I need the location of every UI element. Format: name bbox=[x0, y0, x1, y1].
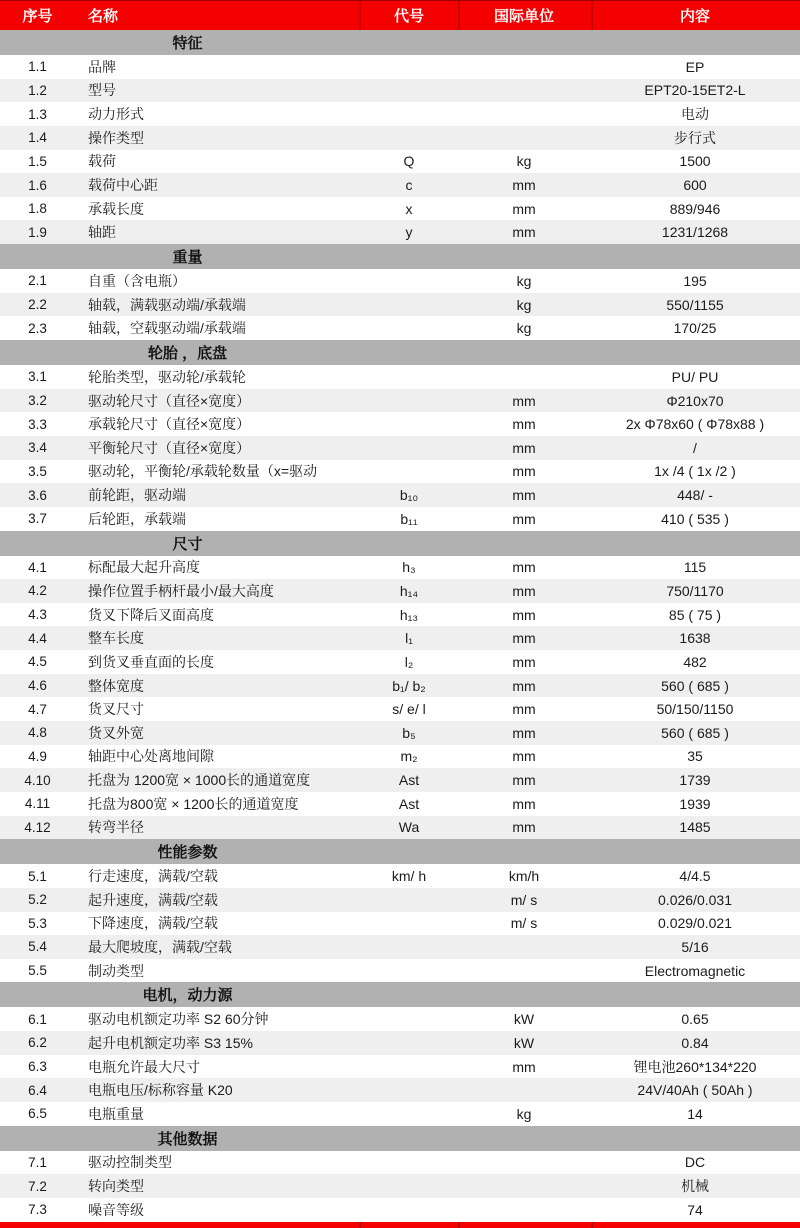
cell-index: 5.3 bbox=[28, 915, 47, 931]
spec-row bbox=[0, 220, 800, 244]
cell-value: 85 ( 75 ) bbox=[668, 606, 722, 623]
section-title: 重量 bbox=[172, 249, 203, 267]
cell-index: 3.1 bbox=[28, 369, 47, 385]
spec-row bbox=[0, 483, 800, 507]
cell-value: 0.65 bbox=[681, 1011, 709, 1028]
cell-code: km/ h bbox=[391, 868, 427, 885]
cell-value: 0.029/0.021 bbox=[658, 915, 732, 932]
footer-column-divider bbox=[359, 1222, 361, 1228]
cell-name: 电瓶电压/标称容量 K20 bbox=[88, 1082, 233, 1099]
cell-name: 承载轮尺寸（直径×宽度） bbox=[88, 416, 251, 433]
cell-code: Q bbox=[403, 153, 415, 170]
cell-value: 0.84 bbox=[681, 1034, 709, 1051]
cell-name: 标配最大起升高度 bbox=[88, 559, 200, 576]
cell-value: Φ210x70 bbox=[666, 392, 724, 409]
spec-row bbox=[0, 697, 800, 721]
cell-name: 驱动控制类型 bbox=[88, 1154, 172, 1171]
cell-value: 889/946 bbox=[669, 200, 721, 217]
spec-row bbox=[0, 293, 800, 317]
footer-column-divider bbox=[458, 1222, 460, 1228]
spec-row bbox=[0, 674, 800, 698]
cell-value: 步行式 bbox=[674, 129, 716, 146]
spec-row bbox=[0, 1102, 800, 1126]
cell-index: 1.6 bbox=[28, 177, 47, 193]
cell-unit: mm bbox=[512, 177, 536, 194]
cell-value: 448/ - bbox=[677, 487, 713, 504]
section-title: 轮胎 ，底盘 bbox=[147, 345, 228, 363]
cell-unit: mm bbox=[512, 559, 536, 576]
spec-row bbox=[0, 888, 800, 912]
spec-row bbox=[0, 959, 800, 983]
cell-unit: kW bbox=[513, 1034, 535, 1051]
cell-index: 1.5 bbox=[28, 153, 47, 169]
cell-unit: mm bbox=[512, 701, 536, 718]
cell-code: Ast bbox=[398, 772, 420, 789]
cell-name: 噪音等级 bbox=[88, 1201, 144, 1218]
cell-unit: kg bbox=[516, 153, 532, 170]
header-column-divider bbox=[591, 1, 593, 30]
spec-row bbox=[0, 460, 800, 484]
section-title: 性能参数 bbox=[157, 844, 218, 862]
cell-value: PU/ PU bbox=[671, 368, 719, 385]
spec-row bbox=[0, 1078, 800, 1102]
cell-name: 后轮距，承载端 bbox=[88, 510, 186, 527]
cell-unit: kg bbox=[516, 320, 532, 337]
section-title: 电机，动力源 bbox=[142, 987, 233, 1005]
cell-name: 起升电机额定功率 S3 15% bbox=[88, 1034, 253, 1051]
cell-unit: mm bbox=[512, 224, 536, 241]
cell-name: 动力形式 bbox=[88, 106, 144, 123]
cell-name: 到货叉垂直面的长度 bbox=[88, 653, 214, 670]
cell-unit: m/ s bbox=[510, 915, 538, 932]
spec-row bbox=[0, 650, 800, 674]
cell-value: 电动 bbox=[681, 106, 709, 123]
cell-index: 3.2 bbox=[28, 393, 47, 408]
spec-row bbox=[0, 1151, 800, 1175]
cell-name: 操作位置手柄杆最小/最大高度 bbox=[88, 582, 274, 599]
cell-unit: mm bbox=[512, 795, 536, 812]
cell-unit: mm bbox=[512, 1058, 536, 1075]
cell-index: 3.4 bbox=[28, 440, 47, 456]
cell-unit: mm bbox=[512, 487, 536, 504]
cell-unit: mm bbox=[512, 653, 536, 670]
spec-row bbox=[0, 1007, 800, 1031]
header-column-divider bbox=[458, 1, 460, 30]
cell-name: 轴载，满载驱动端/承载端 bbox=[88, 296, 246, 313]
cell-value: 24V/40Ah ( 50Ah ) bbox=[637, 1082, 753, 1099]
cell-value: 1739 bbox=[679, 772, 711, 789]
cell-value: / bbox=[693, 439, 697, 456]
spec-row bbox=[0, 55, 800, 79]
cell-value: 4/4.5 bbox=[679, 868, 711, 885]
cell-value: 机械 bbox=[681, 1178, 709, 1195]
cell-index: 5.4 bbox=[28, 939, 47, 955]
cell-value: EP bbox=[685, 58, 705, 75]
cell-index: 1.8 bbox=[28, 201, 47, 217]
cell-unit: mm bbox=[512, 772, 536, 789]
cell-unit: mm bbox=[512, 416, 536, 433]
spec-row bbox=[0, 507, 800, 531]
cell-name: 货叉下降后叉面高度 bbox=[88, 606, 214, 623]
cell-name: 货叉外宽 bbox=[88, 724, 144, 741]
cell-name: 下降速度，满载/空载 bbox=[88, 915, 218, 932]
cell-name: 起升速度，满载/空载 bbox=[88, 891, 218, 908]
cell-code: Ast bbox=[398, 795, 420, 812]
section-title: 特征 bbox=[172, 35, 203, 52]
cell-value: DC bbox=[684, 1154, 706, 1171]
cell-unit: mm bbox=[512, 582, 536, 599]
cell-name: 驱动轮尺寸（直径×宽度） bbox=[88, 392, 251, 409]
cell-name: 型号 bbox=[88, 82, 116, 99]
cell-code: c bbox=[405, 177, 413, 194]
spec-row bbox=[0, 768, 800, 792]
spec-row bbox=[0, 197, 800, 221]
cell-code: h₃ bbox=[402, 559, 416, 576]
spec-row bbox=[0, 389, 800, 413]
cell-index: 1.1 bbox=[28, 59, 47, 75]
cell-name: 前轮距，驱动端 bbox=[88, 487, 186, 504]
cell-code: m₂ bbox=[400, 748, 418, 765]
cell-value: 560 ( 685 ) bbox=[661, 724, 729, 741]
cell-value: 550/1155 bbox=[666, 296, 724, 313]
spec-row bbox=[0, 365, 800, 389]
cell-index: 5.2 bbox=[28, 892, 47, 908]
cell-value: 750/1170 bbox=[666, 582, 724, 599]
spec-row bbox=[0, 626, 800, 650]
cell-index: 7.3 bbox=[28, 1202, 47, 1218]
spec-row bbox=[0, 579, 800, 603]
cell-value: EPT20-15ET2-L bbox=[644, 82, 746, 99]
spec-row bbox=[0, 1198, 800, 1222]
section-header-row bbox=[0, 531, 800, 556]
cell-name: 整体宽度 bbox=[88, 677, 144, 694]
cell-name: 驱动轮，平衡轮/承载轮数量（x=驱动 bbox=[88, 463, 318, 480]
cell-code: b₁₁ bbox=[400, 510, 418, 527]
cell-name: 最大爬坡度，满载/空载 bbox=[88, 938, 232, 955]
cell-value: 1500 bbox=[679, 153, 711, 170]
cell-unit: mm bbox=[512, 819, 536, 836]
header-col-index: 序号 bbox=[22, 8, 53, 25]
spec-row bbox=[0, 935, 800, 959]
cell-index: 6.3 bbox=[28, 1059, 47, 1075]
cell-value: 482 bbox=[683, 653, 707, 670]
cell-unit: m/ s bbox=[510, 891, 538, 908]
cell-index: 4.10 bbox=[24, 772, 51, 788]
cell-name: 承载长度 bbox=[88, 200, 144, 217]
cell-value: 1x /4 ( 1x /2 ) bbox=[654, 463, 736, 480]
spec-row bbox=[0, 1174, 800, 1198]
cell-index: 2.1 bbox=[28, 273, 47, 289]
cell-index: 4.11 bbox=[24, 796, 51, 812]
cell-index: 7.2 bbox=[28, 1178, 47, 1194]
cell-index: 3.6 bbox=[28, 487, 47, 503]
cell-name: 转弯半径 bbox=[88, 819, 144, 836]
cell-unit: mm bbox=[512, 463, 536, 480]
cell-value: 74 bbox=[687, 1201, 703, 1218]
cell-index: 4.1 bbox=[28, 559, 47, 575]
cell-name: 制动类型 bbox=[88, 962, 144, 979]
cell-index: 6.4 bbox=[28, 1082, 47, 1098]
section-header-row bbox=[0, 30, 800, 55]
table-body bbox=[0, 30, 800, 1222]
cell-name: 操作类型 bbox=[88, 129, 144, 146]
cell-unit: mm bbox=[512, 606, 536, 623]
spec-row bbox=[0, 864, 800, 888]
section-title: 其他数据 bbox=[157, 1130, 218, 1148]
cell-value: 14 bbox=[687, 1105, 703, 1122]
cell-name: 电瓶允许最大尺寸 bbox=[88, 1058, 200, 1075]
spec-row bbox=[0, 912, 800, 936]
cell-index: 6.5 bbox=[28, 1106, 47, 1122]
cell-value: 115 bbox=[683, 559, 707, 576]
cell-name: 轮胎类型，驱动轮/承载轮 bbox=[88, 368, 246, 385]
section-header-row bbox=[0, 244, 800, 269]
cell-value: Electromagnetic bbox=[644, 962, 746, 979]
cell-name: 品牌 bbox=[88, 58, 116, 75]
cell-value: 5/16 bbox=[681, 938, 709, 955]
cell-value: 600 bbox=[683, 177, 707, 194]
spec-row bbox=[0, 126, 800, 150]
cell-index: 3.5 bbox=[28, 463, 47, 479]
cell-value: 195 bbox=[683, 272, 707, 289]
cell-index: 2.3 bbox=[28, 320, 47, 336]
cell-index: 4.3 bbox=[28, 607, 47, 623]
cell-index: 7.1 bbox=[28, 1154, 47, 1170]
cell-code: b₁/ b₂ bbox=[392, 677, 426, 694]
cell-code: s/ e/ l bbox=[392, 701, 426, 718]
cell-name: 轴距中心处离地间隙 bbox=[88, 748, 214, 765]
cell-code: h₁₃ bbox=[399, 606, 419, 623]
cell-name: 轴载，空载驱动端/承载端 bbox=[88, 320, 246, 337]
cell-index: 4.12 bbox=[24, 819, 51, 835]
cell-index: 4.5 bbox=[28, 654, 47, 670]
cell-unit: mm bbox=[512, 724, 536, 741]
section-header-row bbox=[0, 839, 800, 864]
cell-unit: mm bbox=[512, 439, 536, 456]
section-header-row bbox=[0, 1126, 800, 1151]
header-col-code: 代号 bbox=[393, 8, 424, 25]
section-header-row bbox=[0, 340, 800, 365]
header-col-value: 内容 bbox=[679, 8, 710, 25]
spec-row bbox=[0, 436, 800, 460]
cell-unit: kW bbox=[513, 1011, 535, 1028]
spec-row bbox=[0, 79, 800, 103]
cell-value: 35 bbox=[687, 748, 703, 765]
cell-unit: mm bbox=[512, 510, 536, 527]
header-col-name: 名称 bbox=[88, 8, 119, 25]
cell-code: l₁ bbox=[405, 630, 413, 647]
cell-name: 轴距 bbox=[88, 224, 116, 241]
cell-value: 2x Φ78x60 ( Φ78x88 ) bbox=[625, 416, 765, 433]
spec-row bbox=[0, 745, 800, 769]
cell-index: 5.1 bbox=[28, 868, 47, 884]
cell-unit: mm bbox=[512, 200, 536, 217]
cell-index: 4.6 bbox=[28, 678, 47, 694]
cell-name: 平衡轮尺寸（直径×宽度） bbox=[88, 439, 251, 456]
cell-index: 4.7 bbox=[28, 701, 47, 717]
cell-name: 转向类型 bbox=[88, 1178, 144, 1195]
cell-index: 2.2 bbox=[28, 297, 47, 313]
cell-name: 货叉尺寸 bbox=[88, 701, 144, 718]
cell-index: 1.9 bbox=[28, 224, 47, 240]
cell-name: 行走速度，满载/空载 bbox=[88, 868, 218, 885]
cell-unit: mm bbox=[512, 630, 536, 647]
spec-row bbox=[0, 269, 800, 293]
section-title: 尺寸 bbox=[172, 535, 203, 553]
cell-code: l₂ bbox=[404, 653, 414, 670]
cell-value: 0.026/0.031 bbox=[658, 891, 732, 908]
cell-index: 3.7 bbox=[28, 511, 47, 527]
cell-index: 4.8 bbox=[28, 725, 47, 741]
table-header-row bbox=[0, 0, 800, 30]
spec-row bbox=[0, 412, 800, 436]
spec-row bbox=[0, 603, 800, 627]
header-column-divider bbox=[359, 1, 361, 30]
cell-value: 50/150/1150 bbox=[656, 701, 734, 718]
spec-row bbox=[0, 816, 800, 840]
cell-name: 托盘为800宽 × 1200长的通道宽度 bbox=[88, 795, 299, 812]
cell-index: 1.2 bbox=[28, 82, 47, 98]
spec-row bbox=[0, 556, 800, 580]
cell-unit: kg bbox=[516, 1105, 532, 1122]
section-header-row bbox=[0, 982, 800, 1007]
cell-code: b₅ bbox=[402, 724, 416, 741]
cell-value: 1939 bbox=[679, 795, 711, 812]
cell-name: 载荷 bbox=[88, 153, 116, 170]
spec-row bbox=[0, 150, 800, 174]
spec-row bbox=[0, 102, 800, 126]
cell-name: 整车长度 bbox=[88, 630, 144, 647]
header-col-unit: 国际单位 bbox=[493, 8, 554, 25]
cell-code: h₁₄ bbox=[399, 582, 419, 599]
cell-code: Wa bbox=[398, 819, 420, 836]
cell-index: 5.5 bbox=[28, 963, 47, 979]
cell-value: 1485 bbox=[679, 819, 711, 836]
cell-index: 6.2 bbox=[28, 1035, 47, 1051]
spec-row bbox=[0, 316, 800, 340]
cell-name: 载荷中心距 bbox=[88, 177, 158, 194]
cell-name: 电瓶重量 bbox=[88, 1105, 144, 1122]
spec-row bbox=[0, 173, 800, 197]
cell-value: 560 ( 685 ) bbox=[661, 677, 729, 694]
footer-column-divider bbox=[591, 1222, 593, 1228]
spec-row bbox=[0, 792, 800, 816]
cell-value: 410 ( 535 ) bbox=[661, 510, 729, 527]
cell-unit: mm bbox=[512, 392, 536, 409]
cell-code: y bbox=[405, 224, 413, 241]
cell-unit: kg bbox=[516, 272, 532, 289]
cell-value: 锂电池260*134*220 bbox=[633, 1058, 757, 1075]
bottom-accent-bar bbox=[0, 1222, 800, 1228]
cell-code: x bbox=[405, 200, 413, 217]
cell-value: 1231/1268 bbox=[661, 224, 729, 241]
cell-index: 4.9 bbox=[28, 748, 47, 764]
cell-name: 驱动电机额定功率 S2 60分钟 bbox=[88, 1011, 269, 1028]
cell-name: 托盘为 1200宽 × 1000长的通道宽度 bbox=[88, 772, 311, 789]
cell-value: 1638 bbox=[679, 630, 711, 647]
cell-code: b₁₀ bbox=[399, 487, 419, 504]
cell-unit: mm bbox=[512, 748, 536, 765]
cell-index: 4.2 bbox=[28, 583, 47, 599]
cell-unit: km/h bbox=[508, 868, 540, 885]
cell-name: 自重（含电瓶） bbox=[88, 272, 186, 289]
spec-row bbox=[0, 721, 800, 745]
spec-row bbox=[0, 1031, 800, 1055]
spec-row bbox=[0, 1055, 800, 1079]
cell-index: 3.3 bbox=[28, 416, 47, 432]
cell-value: 170/25 bbox=[673, 320, 717, 337]
cell-index: 4.4 bbox=[28, 630, 47, 646]
cell-index: 1.3 bbox=[28, 106, 47, 122]
cell-index: 6.1 bbox=[28, 1011, 47, 1027]
cell-unit: mm bbox=[512, 677, 536, 694]
cell-index: 1.4 bbox=[28, 130, 47, 146]
cell-unit: kg bbox=[516, 296, 532, 313]
